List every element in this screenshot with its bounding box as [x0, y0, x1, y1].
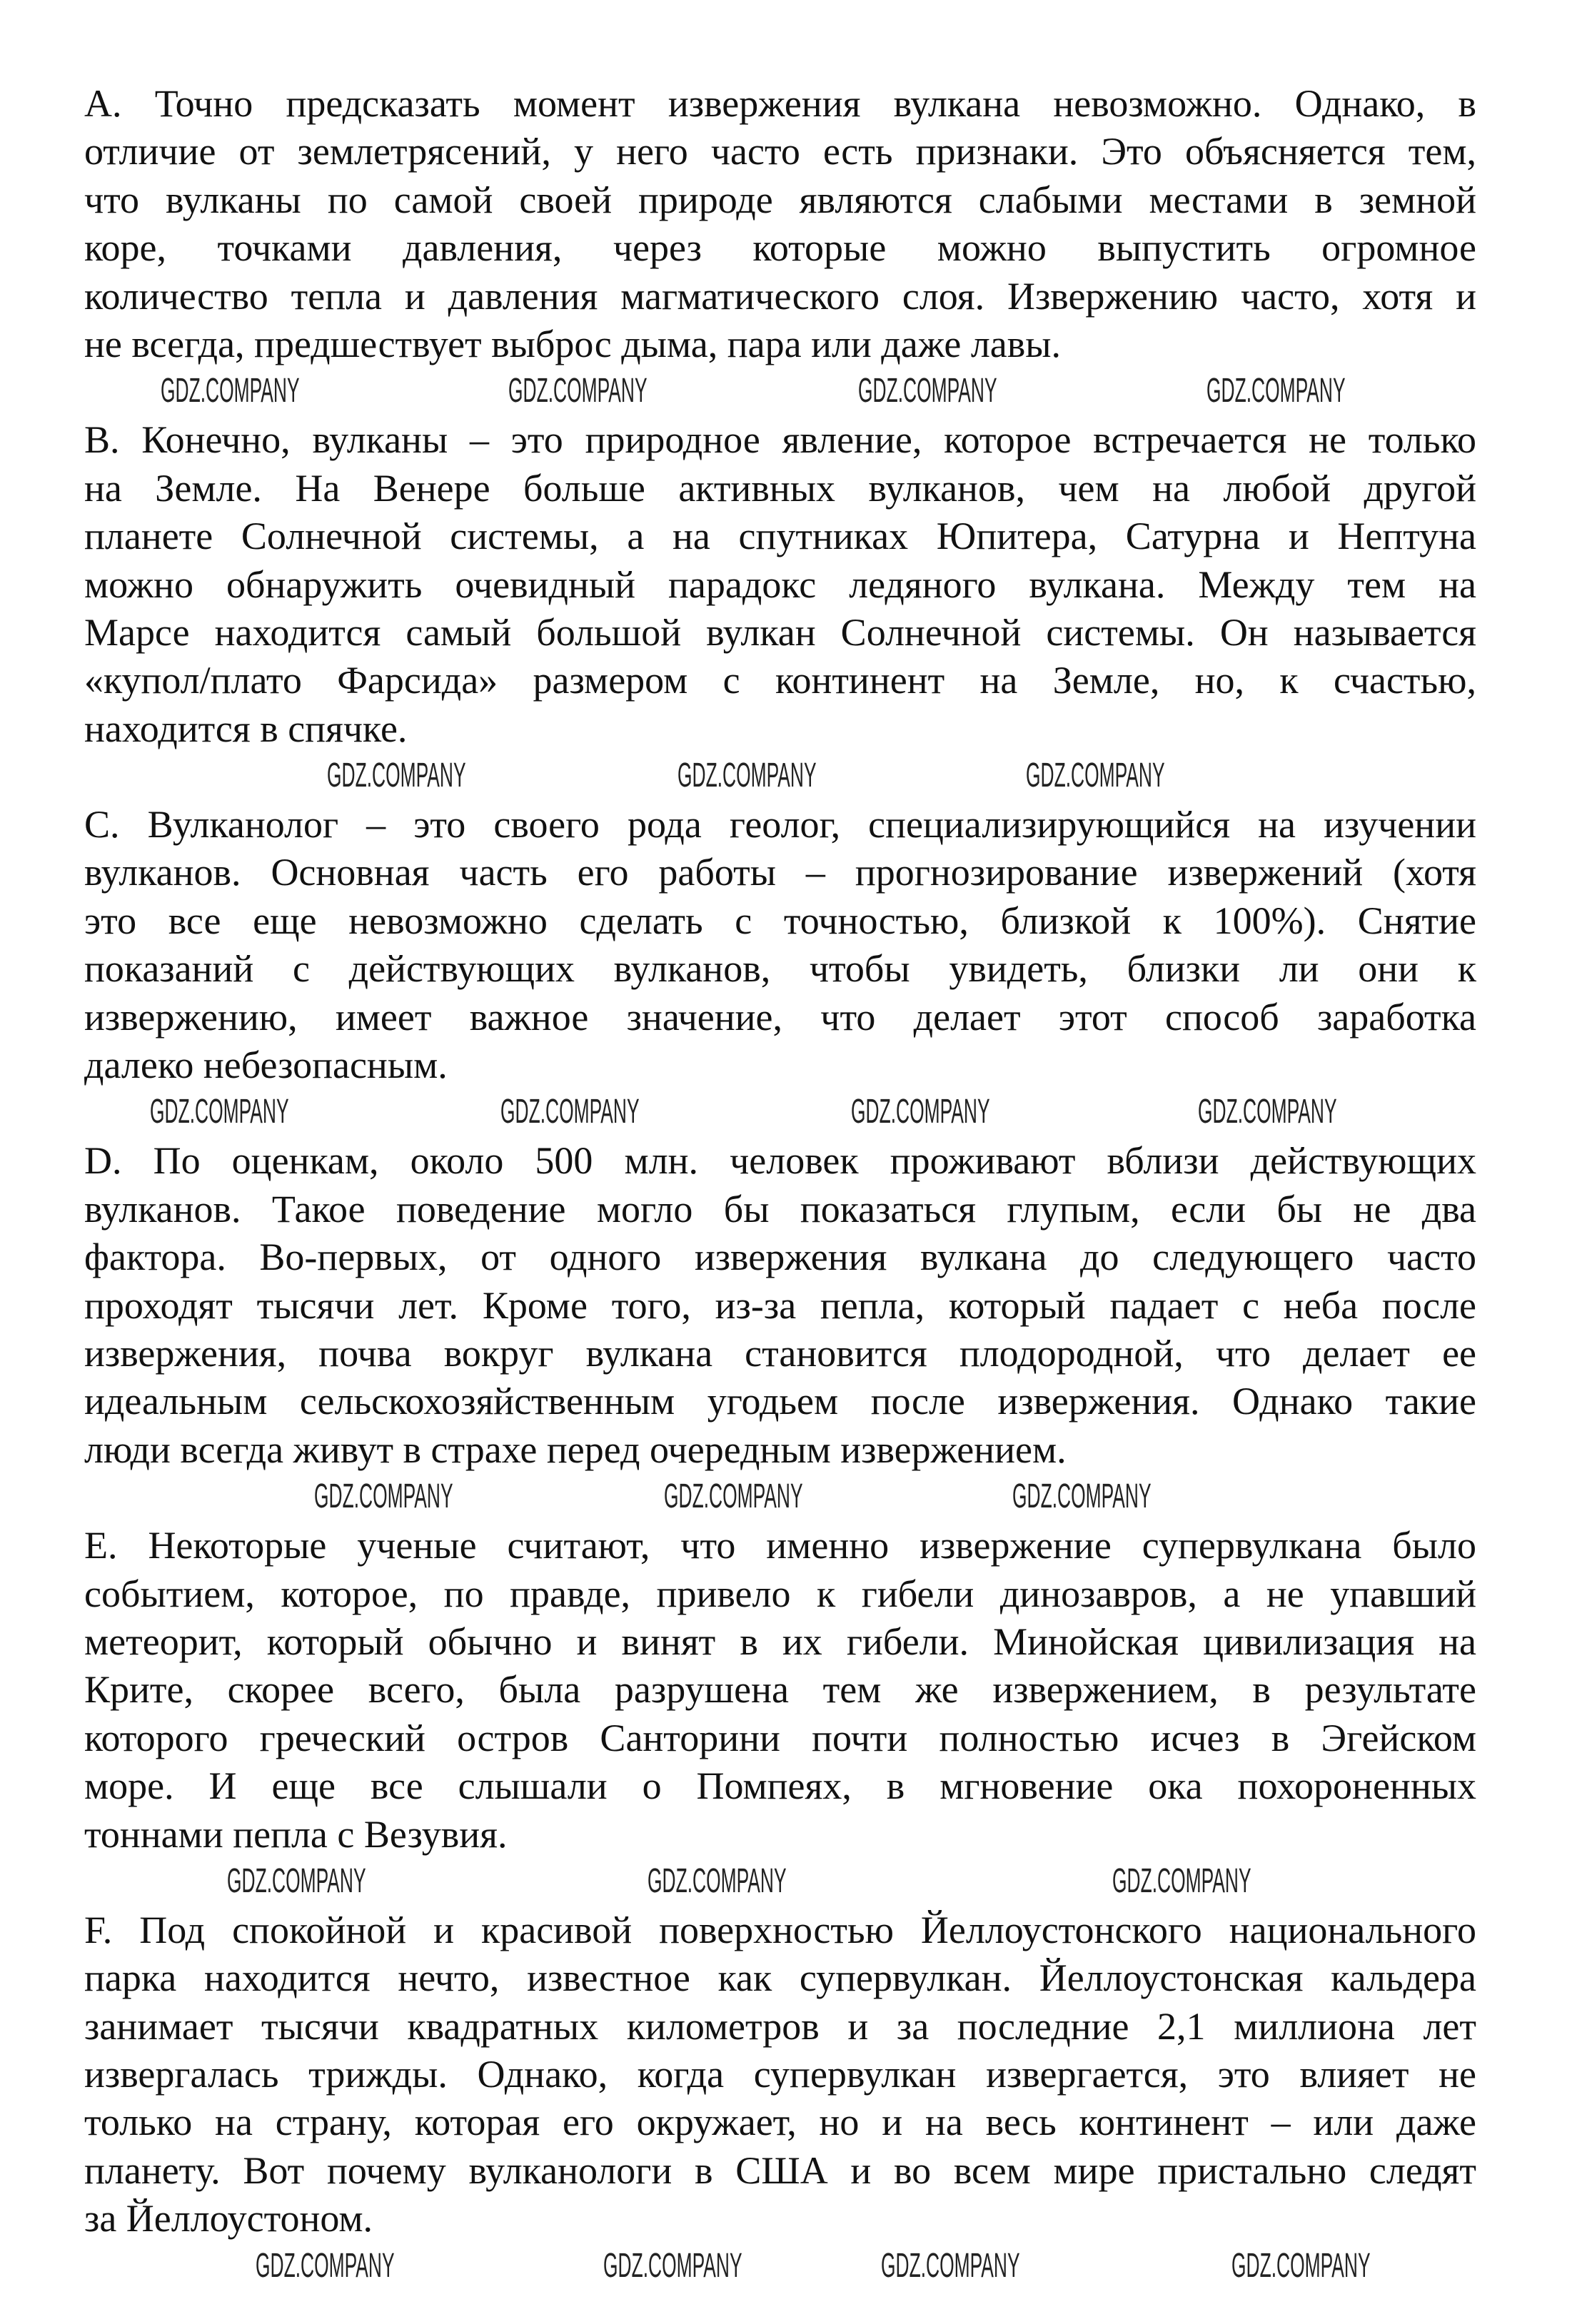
paragraph-c [84, 801, 1476, 1089]
text-line: только на страну, которая его окружает, но и на весь континент – или даже [84, 2101, 1476, 2144]
text-line: море. И еще все слышали о Помпеях, в мгновение ока похороненных [84, 1764, 1476, 1808]
text-line: событием, которое, по правде, привело к гибели динозавров, а не упавший [84, 1572, 1476, 1615]
text-line: извержения, почва вокруг вулкана становится плодородной, что делает ее [84, 1331, 1476, 1375]
text-line: занимает тысячи квадратных километров и за последние 2,1 миллиона лет [84, 2004, 1476, 2048]
watermark-row [84, 753, 1476, 801]
watermark-row [84, 1089, 1476, 1137]
watermark-text: GDZ.COMPANY [664, 1477, 803, 1516]
watermark-text: GDZ.COMPANY [648, 1861, 787, 1900]
text-line: планету. Вот почему вулканологи в США и во всем мире пристально следят [84, 2148, 1476, 2192]
text-line: фактора. Во-первых, от одного извержения вулкана до следующего часто [84, 1236, 1476, 1279]
watermark-text: GDZ.COMPANY [508, 372, 648, 410]
paragraph-b [84, 416, 1476, 753]
text-line: отличие от землетрясений, у него часто есть признаки. Это объясняется тем, [84, 130, 1476, 173]
text-line: что вулканы по самой своей природе являются слабыми местами в земной [84, 178, 1476, 221]
text-line: B. Конечно, вулканы – это природное явление, которое встречается не только [84, 418, 1476, 462]
text-line: C. Вулканолог – это своего рода геолог, специализирующийся на изучении [84, 803, 1476, 847]
watermark-text: GDZ.COMPANY [603, 2246, 742, 2285]
text-line: не всегда, предшествует выброс дыма, пара или даже лавы. [84, 322, 1062, 365]
text-line: А. Точно предсказать момент извержения вулкана невозможно. Однако, в [84, 82, 1476, 125]
text-line: находится в спячке. [84, 707, 408, 750]
text-line: количество тепла и давления магматического слоя. Извержению часто, хотя и [84, 274, 1476, 318]
text-line: извергалась трижды. Однако, когда супервулкан извергается, это влияет не [84, 2053, 1476, 2096]
text-line: метеорит, который обычно и винят в их гибели. Минойская цивилизация на [84, 1620, 1476, 1663]
text-line: D. По оценкам, около 500 млн. человек проживают вблизи действующих [84, 1139, 1476, 1183]
text-line: идеальным сельскохозяйственным угодьем после извержения. Однако такие [84, 1380, 1476, 1423]
text-line: люди всегда живут в страхе перед очередным извержением. [84, 1428, 1067, 1471]
watermark-text: GDZ.COMPANY [858, 372, 997, 410]
watermark-row [84, 1474, 1476, 1522]
text-line: которого греческий остров Санторини почти полностью исчез в Эгейском [84, 1716, 1476, 1759]
text-line: вулканов. Такое поведение могло бы показаться глупым, если бы не два [84, 1187, 1476, 1231]
paragraph-a [84, 80, 1476, 368]
watermark-text: GDZ.COMPANY [314, 1477, 453, 1516]
text-line: парка находится нечто, известное как супервулкан. Йеллоустонская кальдера [84, 1956, 1476, 2000]
text-line: E. Некоторые ученые считают, что именно извержение супервулкана было [84, 1524, 1476, 1567]
watermark-text: GDZ.COMPANY [256, 2246, 395, 2285]
watermark-row [84, 1859, 1476, 1906]
text-line: за Йеллоустоном. [84, 2197, 373, 2240]
watermark-row [84, 368, 1476, 416]
watermark-text: GDZ.COMPANY [500, 1093, 640, 1131]
text-line: Крите, скорее всего, была разрушена тем же извержением, в результате [84, 1668, 1476, 1712]
paragraph-d [84, 1137, 1476, 1474]
text-line: планете Солнечной системы, а на спутниках Юпитера, Сатурна и Нептуна [84, 515, 1476, 558]
watermark-text: GDZ.COMPANY [327, 757, 466, 795]
watermark-text: GDZ.COMPANY [227, 1861, 366, 1900]
text-line: вулканов. Основная часть его работы – прогнозирование извержений (хотя [84, 851, 1476, 894]
watermark-row [84, 2243, 1476, 2291]
text-line: далеко небезопасным. [84, 1044, 448, 1087]
watermark-text: GDZ.COMPANY [1198, 1093, 1337, 1131]
text-line: коре, точками давления, через которые можно выпустить огромное [84, 226, 1476, 270]
watermark-text: GDZ.COMPANY [1012, 1477, 1152, 1516]
paragraph-e [84, 1522, 1476, 1859]
watermark-text: GDZ.COMPANY [677, 757, 817, 795]
text-line: проходят тысячи лет. Кроме того, из-за пепла, который падает с неба после [84, 1283, 1476, 1327]
watermark-text: GDZ.COMPANY [161, 372, 300, 410]
text-line: показаний с действующих вулканов, чтобы увидеть, близки ли они к [84, 947, 1476, 991]
watermark-text: GDZ.COMPANY [881, 2246, 1020, 2285]
watermark-text: GDZ.COMPANY [1026, 757, 1165, 795]
document-page [84, 80, 1476, 2291]
text-line: на Земле. На Венере больше активных вулканов, чем на любой другой [84, 466, 1476, 510]
watermark-text: GDZ.COMPANY [150, 1093, 289, 1131]
text-line: тоннами пепла с Везувия. [84, 1812, 508, 1856]
paragraph-f [84, 1906, 1476, 2243]
text-line: можно обнаружить очевидный парадокс ледяного вулкана. Между тем на [84, 562, 1476, 606]
watermark-text: GDZ.COMPANY [1231, 2246, 1371, 2285]
text-line: F. Под спокойной и красивой поверхностью Йеллоустонского национального [84, 1908, 1476, 1951]
watermark-text: GDZ.COMPANY [851, 1093, 990, 1131]
text-line: это все еще невозможно сделать с точностью, близкой к 100%). Снятие [84, 899, 1476, 942]
text-line: извержению, имеет важное значение, что делает этот способ заработка [84, 995, 1476, 1039]
watermark-text: GDZ.COMPANY [1206, 372, 1346, 410]
watermark-text: GDZ.COMPANY [1112, 1861, 1251, 1900]
text-line: Марсе находится самый большой вулкан Солнечной системы. Он называется [84, 610, 1476, 654]
text-line: «купол/плато Фарсида» размером с континент на Земле, но, к счастью, [84, 659, 1476, 702]
